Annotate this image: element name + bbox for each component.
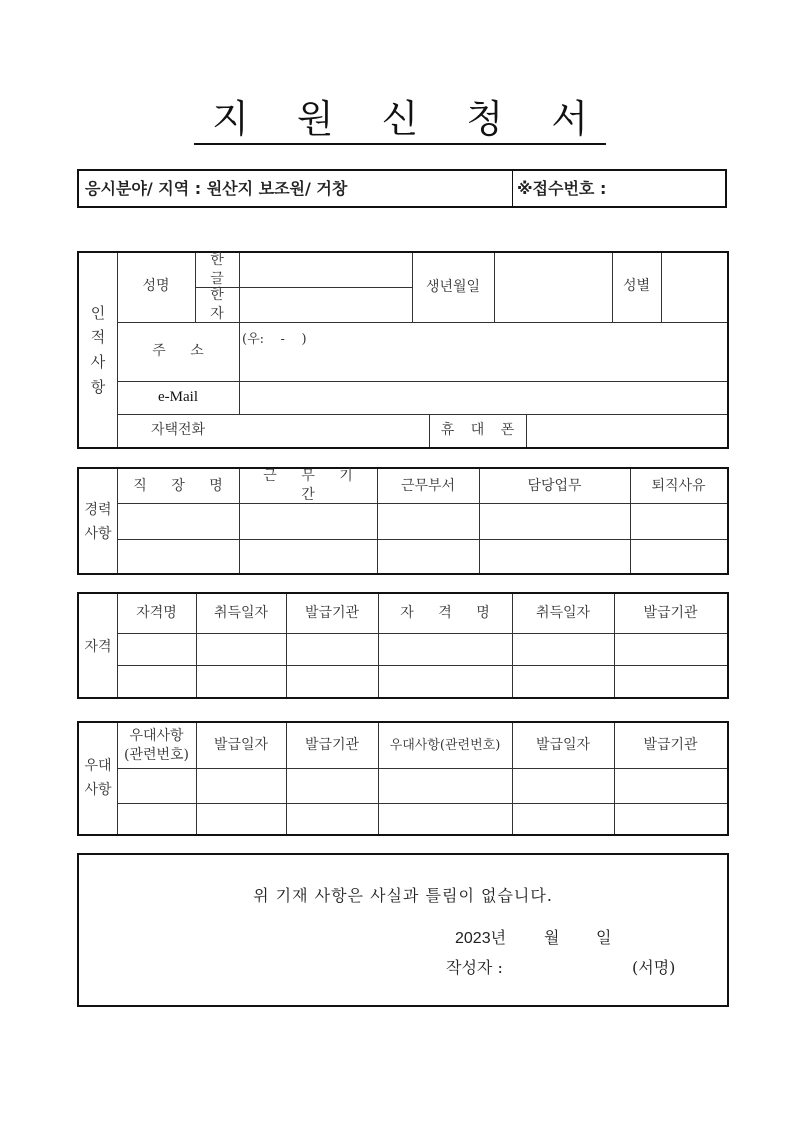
license-header-name-2: 자 격 명: [400, 605, 500, 622]
license-header-name: 자격명: [136, 605, 177, 622]
writer-input[interactable]: [519, 953, 629, 977]
career-header-duty: 담당업무: [527, 477, 582, 494]
hangul-label: 한 글: [210, 252, 234, 287]
home-phone-input[interactable]: [240, 414, 429, 447]
email-label: e-Mail: [158, 389, 198, 406]
gender-input[interactable]: [662, 253, 727, 322]
address-input[interactable]: (우: - ): [242, 332, 307, 347]
application-field: 응시분야/ 지역 : 원산지 보조원/ 거창: [85, 178, 348, 198]
hangul-name-input[interactable]: [240, 253, 412, 287]
label-line: 사항: [84, 781, 112, 798]
divider: [512, 171, 513, 206]
name-label: 성명: [142, 278, 170, 295]
divider: [117, 633, 727, 634]
preference-header-item: 우대사항 (관련번호): [123, 728, 190, 763]
career-section-label: [79, 469, 117, 573]
writer-label: 작성자 :: [446, 958, 503, 977]
label-line: 경력: [84, 502, 112, 519]
preference-header-issuer-2: 발급기관: [643, 737, 698, 754]
preference-header-date: 발급일자: [213, 737, 269, 754]
label-line: 우대: [84, 757, 112, 774]
divider: [117, 503, 727, 504]
label-char: 적: [90, 328, 106, 347]
label-char: 인: [90, 303, 106, 322]
preference-header-issuer: 발급기관: [304, 737, 360, 754]
date-year: 2023년: [455, 930, 507, 947]
license-table: [77, 592, 729, 699]
email-input[interactable]: [240, 381, 727, 414]
divider: [117, 665, 727, 666]
home-phone-label: 자택전화: [150, 422, 206, 439]
label-char: 사: [90, 353, 106, 371]
license-header-issuer-2: 발급기관: [643, 605, 698, 622]
career-header-period: 근 무 기 간: [263, 468, 363, 503]
declaration-statement: 위 기재 사항은 사실과 틀림이 없습니다.: [253, 886, 553, 905]
signature-label: (서명): [632, 958, 676, 977]
career-table: [77, 467, 729, 575]
divider: [117, 768, 727, 769]
divider: [117, 803, 727, 804]
label-char: 항: [90, 377, 106, 396]
personal-info-table: [77, 251, 729, 449]
career-header-company: 직 장 명: [133, 477, 233, 494]
declaration-box: [77, 853, 729, 1007]
license-header-date-2: 취득일자: [535, 605, 591, 622]
preference-section-label: [79, 723, 117, 834]
birth-input[interactable]: [495, 253, 612, 322]
birth-label: 생년월일: [425, 279, 481, 296]
personal-section-label: [79, 253, 117, 447]
license-header-issuer: 발급기관: [304, 605, 360, 622]
date-month: 월: [544, 928, 560, 947]
preference-table: [77, 721, 729, 836]
hanja-label: 한 자: [210, 286, 234, 322]
divider: [117, 539, 727, 540]
career-header-reason: 퇴직사유: [651, 477, 706, 494]
label-line: 사항: [84, 526, 112, 542]
mobile-input[interactable]: [527, 414, 727, 447]
mobile-label: 휴 대 폰: [440, 422, 521, 439]
career-header-dept: 근무부서: [400, 477, 456, 494]
gender-label: 성별: [622, 278, 651, 295]
application-header-box: [77, 169, 727, 208]
title-text: 지 원 신 청 서: [194, 97, 606, 145]
preference-header-date-2: 발급일자: [535, 737, 591, 754]
address-label: 주 소: [152, 343, 214, 360]
preference-header-item-2: 우대사항(관련번호): [389, 737, 501, 753]
license-section-label: 자격: [84, 639, 112, 656]
license-header-date: 취득일자: [213, 605, 269, 622]
receipt-number-field[interactable]: ※접수번호 :: [517, 178, 607, 198]
page-title: [0, 88, 800, 143]
date-day: 일: [596, 928, 612, 947]
hanja-name-input[interactable]: [240, 288, 412, 322]
